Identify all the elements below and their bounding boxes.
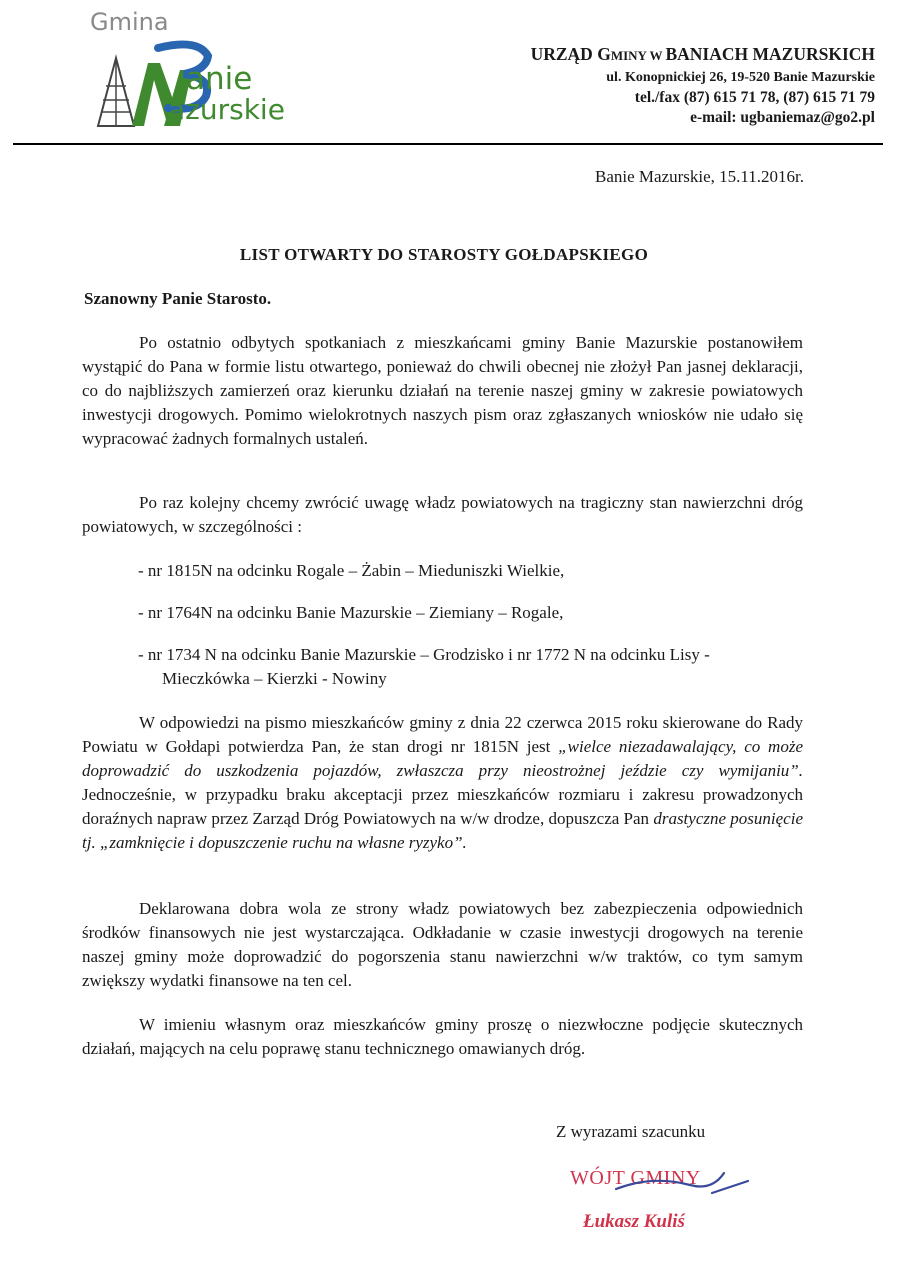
paragraph-1	[82, 331, 803, 451]
road-item-3-line1: - nr 1734 N na odcinku Banie Mazurskie – Grodzisko i nr 1772 N na odcinku Lisy -	[138, 645, 710, 664]
paragraph-5	[82, 1013, 803, 1061]
paragraph-4	[82, 897, 803, 993]
letter-closing: Z wyrazami szacunku	[556, 1122, 706, 1141]
stamp-title: WÓJT GMINY	[570, 1167, 701, 1189]
paragraph-3	[82, 711, 803, 855]
letter-salutation: Szanowny Panie Starosto.	[84, 289, 272, 308]
road-item-1: - nr 1815N na odcinku Rogale – Żabin – Mieduniszki Wielkie,	[138, 561, 565, 580]
office-header	[531, 42, 875, 128]
office-name	[531, 42, 875, 68]
paragraph-2-text: Po raz kolejny chcemy zwrócić uwagę władz powiatowych na tragiczny stan nawierzchni dróg powiatowych, w szczególności :	[82, 493, 803, 536]
logo-gmina-text: Gmina	[90, 8, 169, 36]
office-name-part3: BANIACH MAZURSKICH	[665, 44, 875, 64]
municipality-logo	[88, 8, 328, 130]
road-item-2: - nr 1764N na odcinku Banie Mazurskie – Ziemiany – Rogale,	[138, 603, 564, 622]
header-divider	[13, 143, 883, 145]
paragraph-3-quote-2: drastyczne posunięcie tj. „zamknięcie i dopuszczenie ruchu na własne ryzyko”.	[82, 809, 803, 852]
paragraph-4-text: Deklarowana dobra wola ze strony władz powiatowych bez zabezpieczenia odpowiednich środków finansowych nie jest wystarczająca. Odkładanie w czasie inwestycji drogowych na terenie naszej gminy może doprowadzić do pogorszenia stanu nawierzchni w/w traktów, co tym samym zwiększy wydatki finansowe na ten cel.	[82, 899, 803, 990]
office-address: ul. Konopnickiej 26, 19-520 Banie Mazurskie	[606, 70, 875, 85]
office-email: e-mail: ugbaniemaz@go2.pl	[690, 109, 875, 126]
paragraph-5-text: W imieniu własnym oraz mieszkańców gminy proszę o niezwłoczne podjęcie skutecznych działań, mających na celu poprawę stanu technicznego omawianych dróg.	[82, 1015, 803, 1058]
paragraph-3-text-b: Jednocześnie, w przypadku braku akceptacji przez mieszkańców rozmiaru i zakresu prowadzonych doraźnych napraw przez Zarząd Dróg Powiatowych na w/w drodze, dopuszcza Pan	[82, 785, 803, 828]
letter-title: LIST OTWARTY DO STAROSTY GOŁDAPSKIEGO	[239, 245, 649, 264]
paragraph-3-quote-1: „wielce niezadawalający, co może doprowadzić do uszkodzenia pojazdów, zwłaszcza przy nieostrożnej jeździe czy wymijaniu”.	[82, 737, 803, 780]
paragraph-2	[82, 491, 803, 539]
logo-mazurskie-text: azurskie	[168, 93, 285, 126]
office-phone: tel./fax (87) 615 71 78, (87) 615 71 79	[634, 89, 875, 106]
office-name-part1: URZĄD G	[530, 44, 611, 64]
signature-stroke-icon	[612, 1167, 752, 1203]
road-item-3-line2: Mieczkówka – Kierzki - Nowiny	[162, 669, 387, 688]
letter-date: Banie Mazurskie, 15.11.2016r.	[595, 167, 804, 186]
paragraph-3-text-a: W odpowiedzi na pismo mieszkańców gminy z dnia 22 czerwca 2015 roku skierowane do Rady Powiatu w Gołdapi potwierdza Pan, że stan drogi nr 1815N jest	[82, 713, 803, 756]
paragraph-1-text: Po ostatnio odbytych spotkaniach z mieszkańcami gminy Banie Mazurskie postanowiłem wystąpić do Pana w formie listu otwartego, ponieważ do chwili obecnej nie złożył Pan jasnej deklaracji, co do najbliższych zamierzeń oraz kierunku działań na terenie naszej gminy w zakresie powiatowych inwestycji drogowych. Pomimo wielokrotnych naszych pism oraz zgłaszanych wniosków nie udało się wypracować żadnych formalnych ustaleń.	[82, 333, 803, 448]
logo-banie-text: anie	[186, 61, 253, 97]
road-item-3	[138, 643, 808, 691]
stamp-name: Łukasz Kuliś	[583, 1211, 685, 1232]
office-name-part2: MINY W	[610, 48, 666, 63]
